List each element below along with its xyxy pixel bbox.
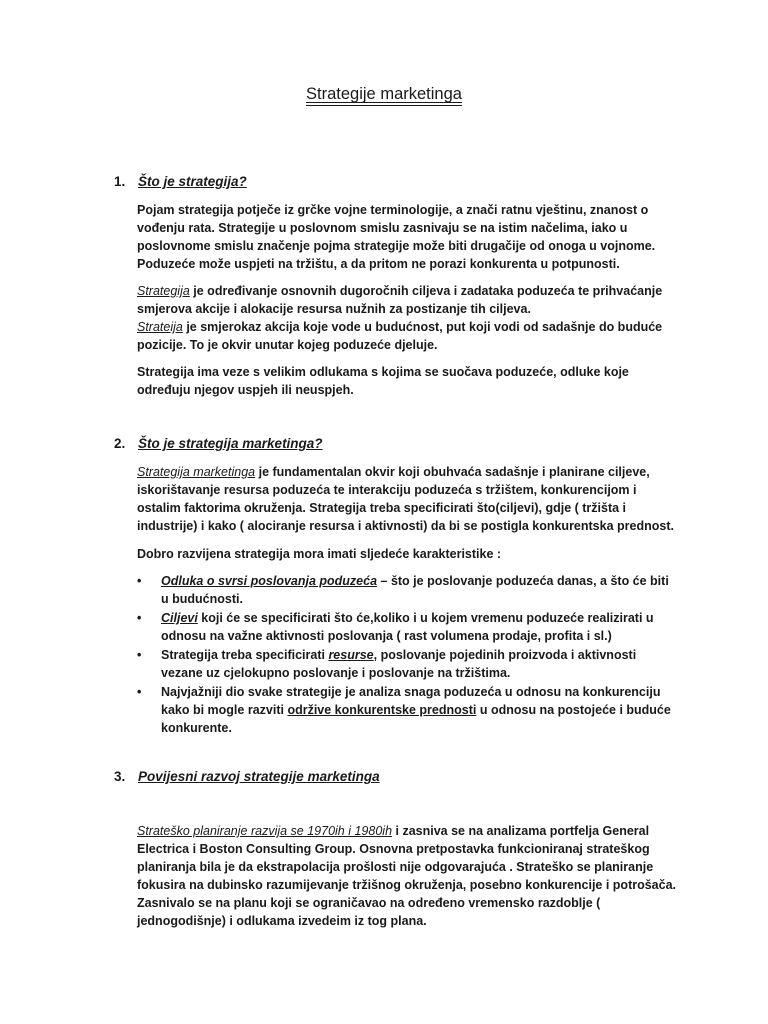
list-item: [137, 683, 677, 737]
section-2-heading: [114, 436, 323, 451]
s2-p1-text: je fundamentalan okvir koji obuhvaća sadašnje i planirane ciljeve, iskorištavanje resursa poduzeća te interakciju poduzeća s tržištem, konkurencijom i ostalim faktorima okruženja. Strategija treba specificirati što(ciljevi), gdje ( tržišta i industrije) i kako ( alociranje resursa i aktivnosti) da bi se postigla konkurentska prednost.: [137, 465, 674, 533]
section-title: Što je strategija marketinga?: [138, 436, 323, 451]
list-item-text: – što je poslovanje poduzeća danas, a što će biti u budućnosti.: [161, 574, 669, 606]
term-ciljevi: Ciljevi: [161, 611, 198, 625]
s2-paragraph-1: [137, 463, 677, 535]
characteristics-list: [137, 572, 677, 738]
section-title: Što je strategija?: [138, 174, 247, 189]
section-number: 1.: [114, 174, 126, 189]
s2-paragraph-2: Dobro razvijena strategija mora imati sljedeće karakteristike :: [137, 547, 502, 561]
bullet-icon: •: [137, 611, 142, 625]
section-title: Povijesni razvoj strategije marketinga: [138, 769, 380, 784]
s1-paragraph-4: Strategija ima veze s velikim odlukama s kojima se suočava poduzeće, odluke koje određuju njegov uspjeh ili neuspjeh.: [137, 365, 629, 397]
bullet-icon: •: [137, 574, 142, 588]
document-title: Strategije marketinga: [306, 85, 462, 103]
s1-p2-text: je određivanje osnovnih dugoročnih ciljeva i zadataka poduzeća te prihvaćanje smjerova akcije i alokacije resursa nužnih za postizanje tih ciljeva.: [137, 284, 663, 316]
s1-paragraph-3: [137, 318, 677, 354]
section-3-heading: [114, 769, 380, 784]
section-1-heading: [114, 174, 247, 189]
s3-paragraph-1: [137, 822, 677, 930]
s1-paragraph-1: Pojam strategija potječe iz grčke vojne terminologije, a znači ratnu vještinu, znanost o vođenju rata. Strategije u poslovnom smislu zasnivaju se na istim načelima, iako u poslovnome smislu značenje pojma strategije može biti drugačije od onoga u vojnome. Poduzeće može uspjeti na tržištu, a da pritom ne porazi konkurenta u potpunosti.: [137, 203, 656, 271]
list-item: [137, 646, 677, 682]
list-item-text: koji će se specificirati što će,koliko i u kojem vremenu poduzeće realizirati u odnosu na važne aktivnosti poslovanja ( rast volumena prodaje, profita i sl.): [161, 611, 654, 643]
s1-paragraph-2: [137, 282, 677, 318]
term-strateija: Strateija: [137, 320, 183, 334]
bullet-icon: •: [137, 648, 142, 662]
list-item: [137, 572, 677, 608]
bullet-icon: •: [137, 685, 142, 699]
list-item-text: , poslovanje pojedinih proizvoda i aktivnosti vezane uz cjelokupno poslovanje i poslovanje na tržištima.: [161, 648, 637, 680]
term-resurse: resurse: [328, 648, 374, 662]
term-stratesko-planiranje: Strateško planiranje razvija se 1970ih i 1980ih: [137, 824, 393, 838]
s1-p3-text: je smjerokaz akcija koje vode u budućnost, put koji vodi od sadašnje do buduće pozicije. To je okvir unutar kojeg poduzeće djeluje.: [137, 320, 663, 352]
section-number: 3.: [114, 769, 126, 784]
section-number: 2.: [114, 436, 126, 451]
term-odluka: Odluka o svrsi poslovanja poduzeća: [161, 574, 378, 588]
list-item-text: Najvjažniji dio svake strategije je analiza snaga poduzeća u odnosu na konkurenciju kako bi mogle razviti: [161, 685, 661, 717]
term-odrzive-prednosti: održive konkurentske prednosti: [287, 703, 477, 717]
term-strategija-marketinga: Strategija marketinga: [137, 465, 256, 479]
term-strategija: Strategija: [137, 284, 190, 298]
list-item-text: u odnosu na postojeće i buduće konkurente.: [161, 703, 671, 735]
s3-p1-text: i zasniva se na analizama portfelja General Electrica i Boston Consulting Group. Osnovna pretpostavka funkcioniranaj strateškog planiranja bila je da ekstrapolacija prošlosti nije odgovarajuća . Strateško se planiranje fokusira na dubinsko razumijevanje tržišnog okruženja, posebno konkurencije i potrošača. Zasnivalo se na planu koji se ograničavao na određeno vremensko razdoblje ( jednogodišnje) i odlukama izvedeim iz tog plana.: [137, 824, 677, 928]
list-item-text: Strategija treba specificirati: [161, 648, 329, 662]
list-item: [137, 609, 677, 645]
